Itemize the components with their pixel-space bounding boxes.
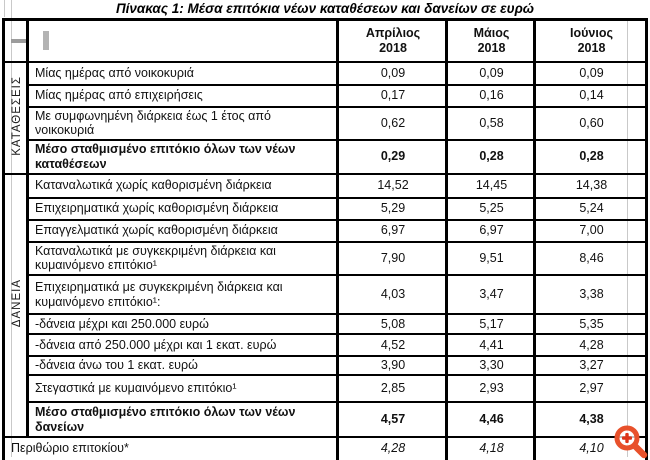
row-label: Μέσο σταθμισμένο επιτόκιο όλων των νέων δανείων: [28, 402, 338, 437]
value-cell: 4,10: [535, 437, 647, 460]
value-cell: 4,38: [535, 402, 647, 437]
table-row-loans-average: [4, 402, 647, 437]
table-row: [4, 174, 647, 198]
value-cell: 0,58: [447, 107, 535, 141]
value-cell: 3,27: [535, 356, 647, 375]
value-cell: 5,08: [338, 314, 447, 334]
table-row: [4, 85, 647, 107]
value-cell: 5,17: [447, 314, 535, 334]
value-cell: 14,45: [447, 174, 535, 198]
value-cell: 7,90: [338, 242, 447, 276]
value-cell: 6,97: [338, 220, 447, 242]
corner-cell: [4, 20, 28, 62]
value-cell: 4,28: [338, 437, 447, 460]
value-cell: 9,51: [447, 242, 535, 276]
value-cell: 0,28: [535, 140, 647, 174]
table-row: [4, 107, 647, 141]
year-label: 2018: [477, 40, 506, 55]
table-subrow: [4, 334, 647, 356]
row-label: Επιχειρηματικά με συγκεκριμένη διάρκεια και κυμαινόμενο επιτόκιο¹:: [28, 275, 338, 314]
dash-icon: [11, 39, 28, 43]
value-cell: 2,97: [535, 375, 647, 402]
row-label: -δάνεια άνω του 1 εκατ. ευρώ: [28, 356, 338, 375]
row-label: Επιχειρηματικά χωρίς καθορισμένη διάρκεια: [28, 198, 338, 220]
value-cell: 2,85: [338, 375, 447, 402]
value-cell: 0,29: [338, 140, 447, 174]
header-row: [4, 20, 647, 62]
table-row: [4, 375, 647, 402]
row-label: Μέσο σταθμισμένο επιτόκιο όλων των νέων καταθέσεων: [28, 140, 338, 174]
value-cell: 5,25: [447, 198, 535, 220]
value-cell: 5,29: [338, 198, 447, 220]
month-label: Ιούνιος: [570, 26, 613, 40]
table-subrow: [4, 356, 647, 375]
value-cell: 2,93: [447, 375, 535, 402]
value-cell: 5,24: [535, 198, 647, 220]
value-cell: 4,18: [447, 437, 535, 460]
year-label: 2018: [577, 40, 606, 55]
value-cell: 0,62: [338, 107, 447, 141]
value-cell: 0,28: [447, 140, 535, 174]
table-row-margin: [4, 437, 647, 460]
value-cell: 5,35: [535, 314, 647, 334]
section-label-deposits: ΚΑΤΑΘΕΣΕΙΣ: [4, 62, 28, 174]
row-label: Καταναλωτικά με συγκεκριμένη διάρκεια και κυμαινόμενο επιτόκιο¹: [28, 242, 338, 276]
table-subrow: [4, 314, 647, 334]
table-row: [4, 198, 647, 220]
value-cell: 3,38: [535, 275, 647, 314]
value-cell: 0,09: [447, 62, 535, 85]
value-cell: 8,46: [535, 242, 647, 276]
row-label: Επαγγελματικά χωρίς καθορισμένη διάρκεια: [28, 220, 338, 242]
value-cell: 7,00: [535, 220, 647, 242]
zoom-magnifier-plus-icon[interactable]: [610, 424, 650, 460]
cursor-bar-icon: [43, 31, 49, 50]
year-label: 2018: [379, 40, 407, 55]
value-cell: 4,41: [447, 334, 535, 356]
row-label: Με συμφωνημένη διάρκεια έως 1 έτος από νοικοκυριά: [28, 107, 338, 141]
value-cell: 3,90: [338, 356, 447, 375]
table-title: Πίνακας 1: Μέσα επιτόκια νέων καταθέσεων και δανείων σε ευρώ: [115, 1, 535, 16]
value-cell: 14,38: [535, 174, 647, 198]
column-header-may: [447, 20, 535, 62]
value-cell: 4,57: [338, 402, 447, 437]
row-label: Στεγαστικά με κυμαινόμενο επιτόκιο¹: [28, 375, 338, 402]
value-cell: 4,46: [447, 402, 535, 437]
month-label: Μάιος: [473, 26, 510, 40]
interest-rates-table: [2, 18, 648, 460]
value-cell: 14,52: [338, 174, 447, 198]
row-label: -δάνεια μέχρι και 250.000 ευρώ: [28, 314, 338, 334]
value-cell: 6,97: [447, 220, 535, 242]
row-label: -δάνεια από 250.000 μέχρι και 1 εκατ. ευρώ: [28, 334, 338, 356]
table-row: [4, 220, 647, 242]
month-label: Απρίλιος: [365, 26, 421, 40]
table-row: [4, 62, 647, 85]
row-label: Μίας ημέρας από επιχειρήσεις: [28, 85, 338, 107]
value-cell: 4,28: [535, 334, 647, 356]
value-cell: 0,17: [338, 85, 447, 107]
value-cell: 0,09: [535, 62, 647, 85]
value-cell: 3,30: [447, 356, 535, 375]
value-cell: 4,52: [338, 334, 447, 356]
value-cell: 0,09: [338, 62, 447, 85]
header-label-cell: [28, 20, 338, 62]
value-cell: 0,16: [447, 85, 535, 107]
row-label: Περιθώριο επιτοκίου*: [4, 437, 338, 460]
row-label: Μίας ημέρας από νοικοκυριά: [28, 62, 338, 85]
table-row-business-fixed-term: [4, 275, 647, 314]
value-cell: 0,60: [535, 107, 647, 141]
column-header-april: [338, 20, 447, 62]
row-label: Καταναλωτικά χωρίς καθορισμένη διάρκεια: [28, 174, 338, 198]
value-cell: 3,47: [447, 275, 535, 314]
table-row-deposits-average: [4, 140, 647, 174]
table-row: [4, 242, 647, 276]
section-label-loans: ΔΑΝΕΙΑ: [4, 174, 28, 438]
value-cell: 4,03: [338, 275, 447, 314]
column-header-june: [535, 20, 647, 62]
value-cell: 0,14: [535, 85, 647, 107]
